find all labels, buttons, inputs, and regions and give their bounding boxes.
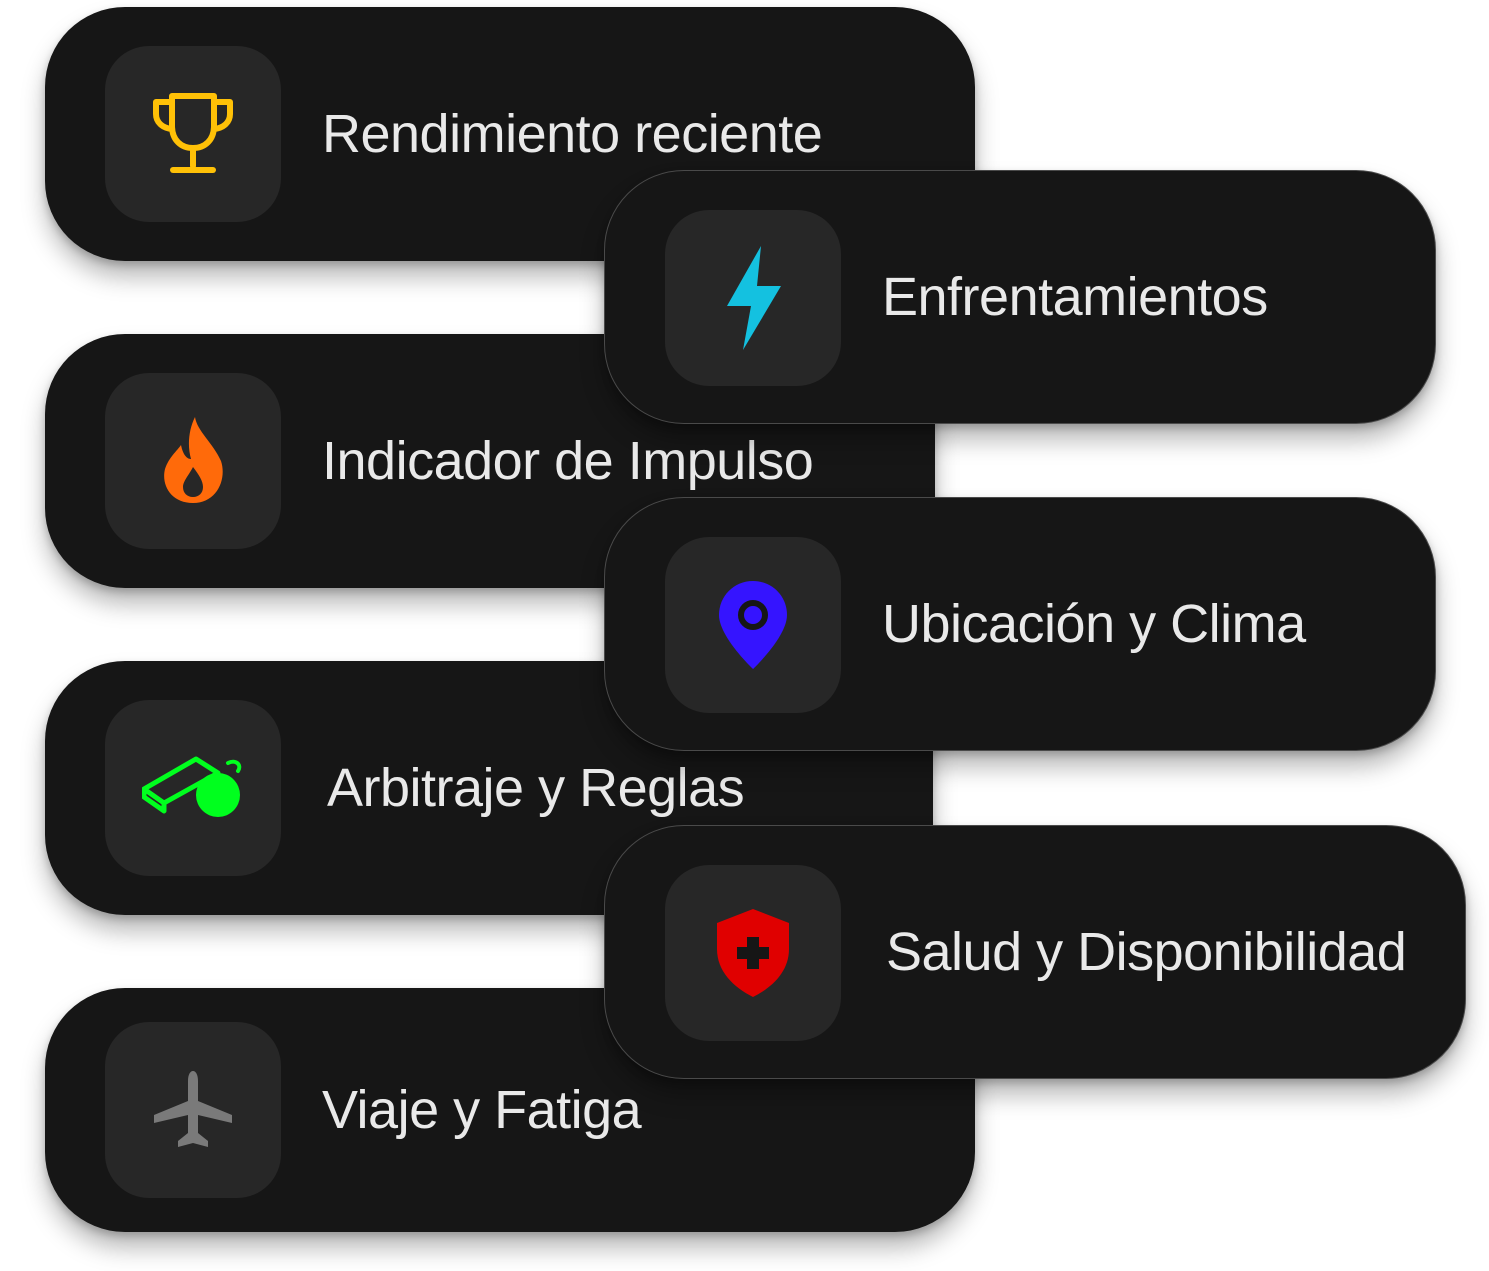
- icon-tile: [105, 1022, 281, 1198]
- airplane-icon: [154, 1071, 232, 1149]
- card-salud-y-disponibilidad[interactable]: [604, 825, 1466, 1079]
- icon-tile: [665, 865, 841, 1041]
- card-label: Viaje y Fatiga: [322, 1080, 642, 1140]
- card-label: Indicador de Impulso: [322, 431, 814, 491]
- card-label: Arbitraje y Reglas: [327, 758, 745, 818]
- card-label: Salud y Disponibilidad: [886, 922, 1407, 982]
- card-label: Rendimiento reciente: [322, 104, 823, 164]
- card-ubicacion-y-clima[interactable]: [604, 497, 1436, 751]
- icon-tile: [105, 700, 281, 876]
- card-label: Enfrentamientos: [882, 267, 1268, 327]
- whistle-icon: [142, 753, 244, 823]
- icon-tile: [665, 537, 841, 713]
- trophy-icon: [148, 92, 238, 176]
- card-enfrentamientos[interactable]: [604, 170, 1436, 424]
- icon-tile: [665, 210, 841, 386]
- flame-icon: [161, 417, 225, 505]
- lightning-icon: [723, 246, 783, 350]
- health-shield-icon: [717, 909, 789, 997]
- card-label: Ubicación y Clima: [882, 594, 1306, 654]
- icon-tile: [105, 373, 281, 549]
- icon-tile: [105, 46, 281, 222]
- location-pin-icon: [719, 581, 787, 669]
